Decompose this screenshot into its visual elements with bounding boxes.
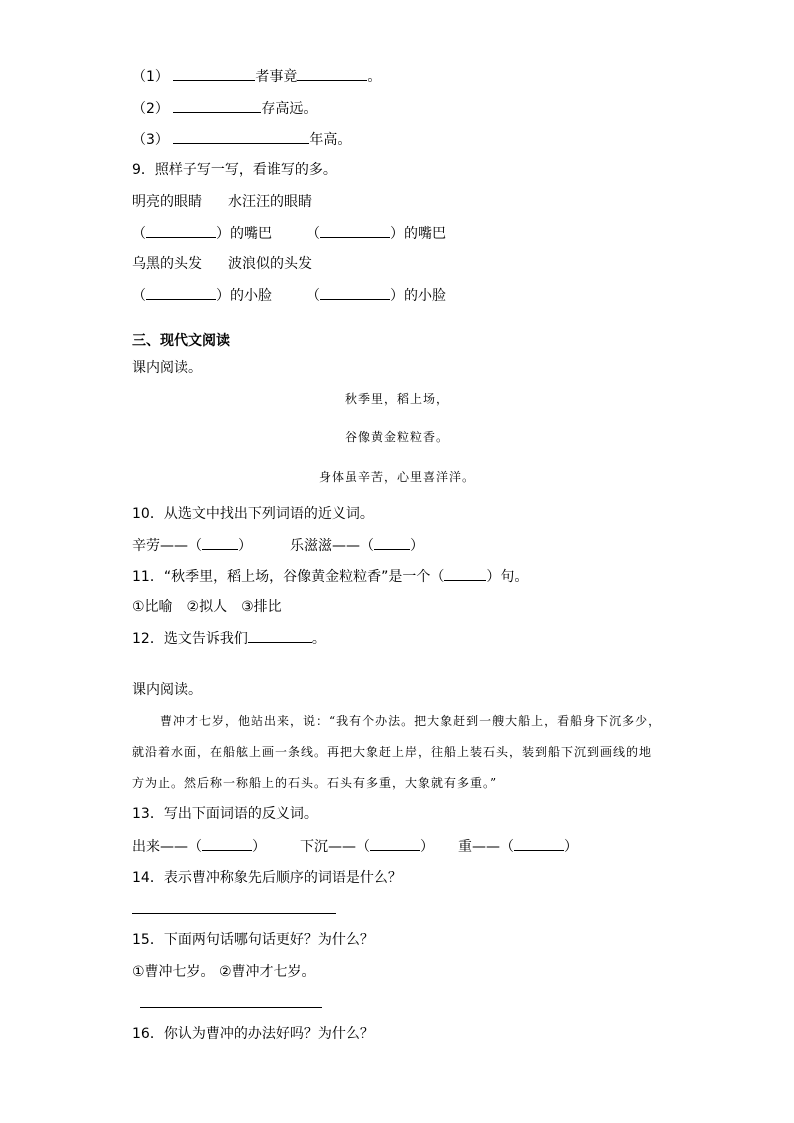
q10-b-label: 乐滋滋——（: [290, 538, 374, 554]
q9-ex1a: 明亮的眼睛: [132, 194, 202, 210]
q9-r1a: 的嘴巴: [230, 226, 272, 242]
paren-open: （: [306, 288, 320, 304]
q8-line-3: [132, 129, 351, 150]
q9-example-1: [132, 192, 312, 212]
q11-text-end: ）句。: [486, 569, 529, 585]
poem-line-1: 秋季里，稻上场，: [344, 392, 449, 406]
paren-close: ）: [420, 839, 434, 855]
q15-answer-line[interactable]: [140, 1007, 322, 1008]
q9-blank-1[interactable]: [146, 223, 216, 238]
q8-2-number: （2）: [132, 101, 169, 117]
q8-1-number: （1）: [132, 69, 169, 85]
paren-open: （: [132, 288, 146, 304]
q9-answer-row-1: [132, 223, 446, 244]
q9-blank-2[interactable]: [320, 223, 390, 238]
q9-example-2: [132, 254, 312, 274]
q8-1-end: 。: [367, 69, 382, 85]
q12-end: 。: [311, 631, 326, 647]
q13-title: 13．写出下面词语的反义词。: [132, 806, 318, 822]
paren-close: ）: [564, 839, 578, 855]
q15-title: 15．下面两句话哪句话更好？为什么？: [132, 932, 374, 948]
q15-options: ①曹冲七岁。 ②曹冲才七岁。: [132, 964, 316, 980]
paren-close: ）: [238, 538, 252, 554]
q11-blank[interactable]: [444, 566, 486, 581]
cao-chong-passage: 曹冲才七岁，他站出来，说：“我有个办法。把大象赶到一艘大船上，看船身下沉多少，就沿着水面，在船舷上画一条线。再把大象赶上岸，往船上装石头，装到船下沉到画线的地方为止。然后称一称船上的石头。石头有多重，大象就有多重。”: [132, 714, 662, 790]
q11-options: ①比喻 ②拟人 ③排比: [132, 599, 282, 615]
q9-r1b: 的嘴巴: [404, 226, 446, 242]
q8-line-1: [132, 66, 381, 87]
q9-answer-row-2: [132, 285, 446, 306]
paren-close: ）: [216, 288, 230, 304]
q9-r2b: 的小脸: [404, 288, 446, 304]
q10-title: 10．从选文中找出下列词语的近义词。: [132, 506, 374, 522]
q8-3-blank[interactable]: [173, 129, 309, 144]
paren-open: （: [306, 226, 320, 242]
q13-blank-c[interactable]: [514, 836, 564, 851]
q8-2-blank[interactable]: [173, 98, 261, 113]
q8-line-2: [132, 98, 317, 119]
q9-blank-3[interactable]: [146, 285, 216, 300]
q13-blank-a[interactable]: [202, 836, 252, 851]
q13-c-label: 重——（: [458, 839, 514, 855]
q10-a-label: 辛劳——（: [132, 538, 202, 554]
q12-text: 12．选文告诉我们: [132, 631, 248, 647]
q8-1-blank-a[interactable]: [173, 66, 255, 81]
q10-blank-a[interactable]: [202, 535, 238, 550]
q13-b-label: 下沉——（: [300, 839, 370, 855]
q13-a-label: 出来——（: [132, 839, 202, 855]
paren-close: ）: [390, 226, 404, 242]
q9-ex2b: 波浪似的头发: [228, 256, 312, 272]
poem-line-2: 谷像黄金粒粒香。: [344, 430, 449, 444]
q9-r2a: 的小脸: [230, 288, 272, 304]
q11-text: 11．“秋季里，稻上场，谷像黄金粒粒香”是一个（: [132, 569, 445, 585]
q8-1-text: 者事竟: [255, 69, 298, 85]
q9-ex2a: 乌黑的头发: [132, 256, 202, 272]
paren-open: （: [132, 226, 146, 242]
q9-blank-4[interactable]: [320, 285, 390, 300]
section-heading: 三、现代文阅读: [132, 333, 230, 349]
q8-2-text: 存高远。: [261, 101, 318, 117]
reading-intro-2: 课内阅读。: [132, 682, 202, 698]
q14-title: 14．表示曹冲称象先后顺序的词语是什么？: [132, 870, 402, 886]
q9-ex1b: 水汪汪的眼睛: [228, 194, 312, 210]
q13-blank-b[interactable]: [370, 836, 420, 851]
q8-3-text: 年高。: [309, 132, 352, 148]
paren-close: ）: [216, 226, 230, 242]
q8-3-number: （3）: [132, 132, 169, 148]
q9-title: 9．照样子写一写，看谁写的多。: [132, 162, 337, 178]
q14-answer-line[interactable]: [132, 913, 336, 914]
q10-answers: [132, 535, 424, 556]
paren-close: ）: [410, 538, 424, 554]
q13-answers: [132, 836, 578, 857]
q12-title: [132, 628, 326, 649]
reading-intro-1: 课内阅读。: [132, 360, 202, 376]
q16-title: 16．你认为曹冲的办法好吗？为什么？: [132, 1026, 374, 1042]
q8-1-blank-b[interactable]: [297, 66, 367, 81]
q10-blank-b[interactable]: [374, 535, 410, 550]
q12-blank[interactable]: [248, 628, 312, 643]
poem-line-3: 身体虽辛苦，心里喜洋洋。: [318, 470, 475, 484]
paren-close: ）: [390, 288, 404, 304]
q11-title: [132, 566, 528, 587]
paren-close: ）: [252, 839, 266, 855]
